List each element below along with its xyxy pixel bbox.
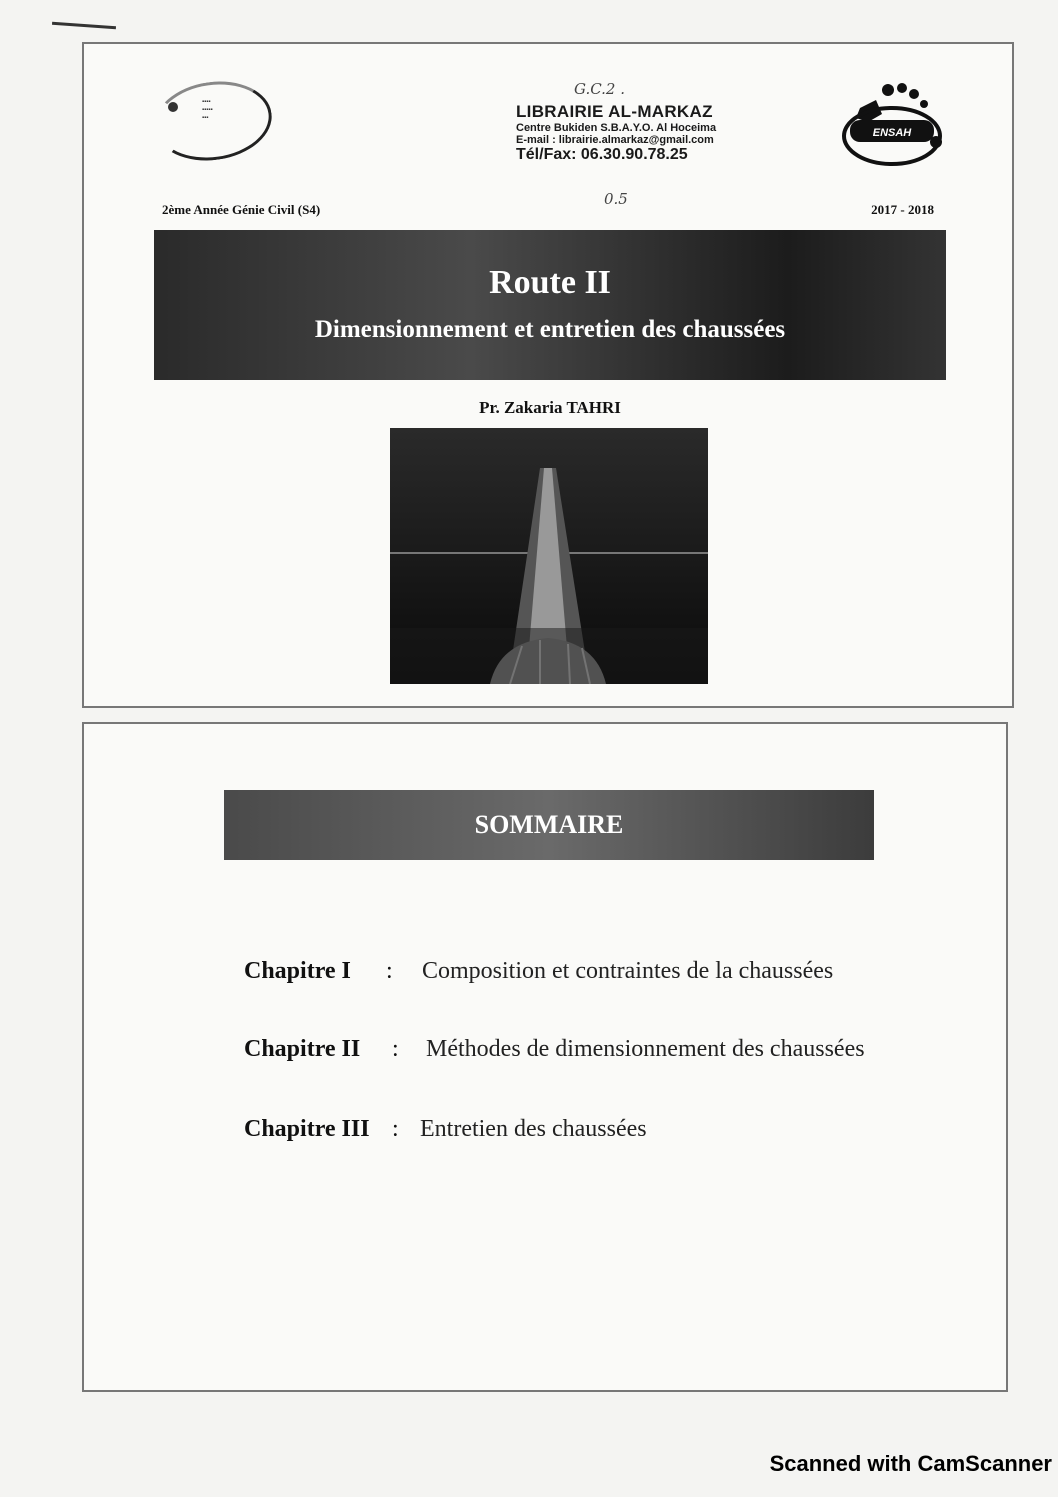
academic-year: 2017 - 2018 bbox=[871, 202, 934, 217]
handwritten-note-top: G.C.2 . bbox=[574, 80, 626, 98]
ensah-logo-text: ENSAH bbox=[872, 127, 912, 139]
toc-entry bbox=[244, 1036, 865, 1063]
toc-chapter-label: Chapitre III bbox=[244, 1116, 370, 1142]
stamp-name: LIBRAIRIE AL-MARKAZ bbox=[516, 102, 713, 121]
scan-pen-mark bbox=[52, 22, 116, 29]
toc-chapter-label: Chapitre II bbox=[244, 1036, 361, 1062]
course-title: Route II bbox=[489, 264, 611, 301]
program-label: 2ème Année Génie Civil (S4) bbox=[162, 202, 321, 217]
stamp-address: Centre Bukiden S.B.A.Y.O. Al Hoceima bbox=[516, 122, 717, 134]
toc-chapter-title: Composition et contraintes de la chaussées bbox=[422, 958, 834, 984]
summary-slide bbox=[82, 722, 1008, 1392]
title-banner bbox=[154, 230, 946, 380]
toc-entry bbox=[244, 1116, 647, 1143]
toc-chapter-label: Chapitre I bbox=[244, 958, 351, 984]
author-name: Pr. Zakaria TAHRI bbox=[479, 398, 621, 417]
title-slide bbox=[82, 42, 1014, 708]
toc-chapter-title: Méthodes de dimensionnement des chaussées bbox=[426, 1036, 865, 1062]
handwritten-note-bottom: 0.5 bbox=[604, 190, 628, 208]
road-photo bbox=[390, 428, 708, 684]
stamp-email: E-mail : librairie.almarkaz@gmail.com bbox=[516, 134, 714, 146]
toc-entry bbox=[244, 958, 833, 985]
logo-left-lettering: ▪▪▪▪ ▪▪▪▪▪ ▪▪▪ bbox=[202, 99, 213, 121]
toc-separator: : bbox=[392, 1036, 399, 1062]
toc-chapter-title: Entretien des chaussées bbox=[420, 1116, 647, 1142]
logo-dot bbox=[168, 102, 178, 112]
summary-heading: SOMMAIRE bbox=[224, 790, 874, 860]
stamp-phone: Tél/Fax: 06.30.90.78.25 bbox=[516, 146, 688, 163]
course-subtitle: Dimensionnement et entretien des chaussées bbox=[314, 316, 786, 343]
scanner-watermark: Scanned with CamScanner bbox=[769, 1451, 1052, 1476]
ensah-logo bbox=[836, 80, 946, 170]
toc-separator: : bbox=[386, 958, 393, 984]
bookstore-stamp bbox=[516, 102, 716, 164]
toc-separator: : bbox=[392, 1116, 399, 1142]
